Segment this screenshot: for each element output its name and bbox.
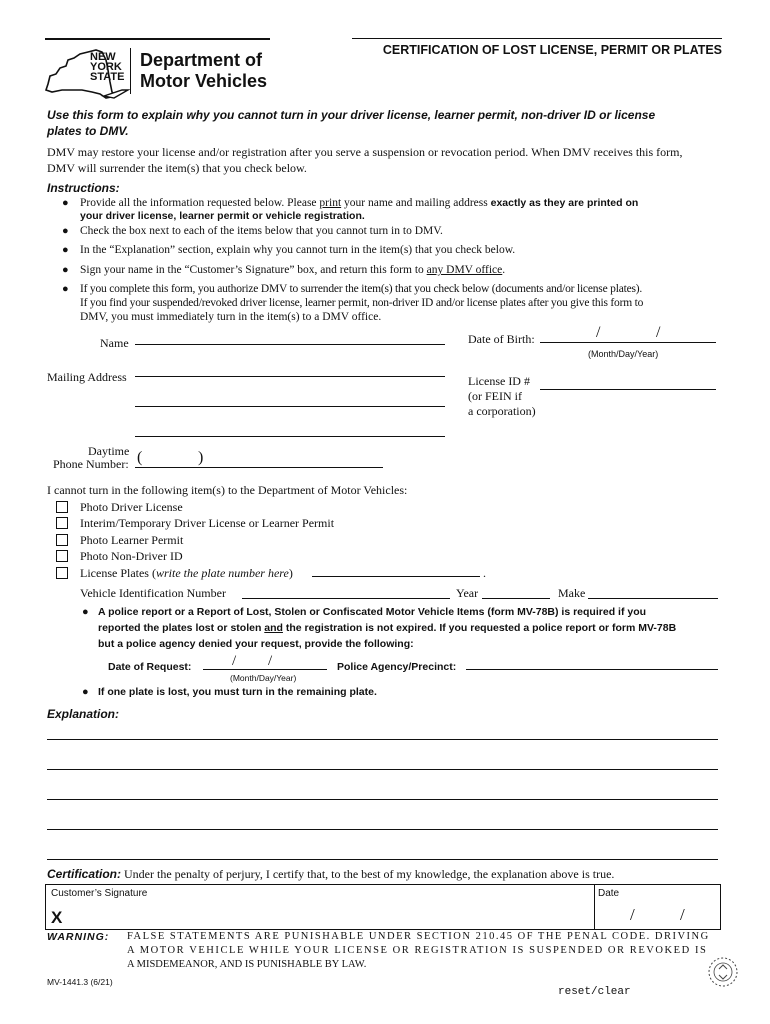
title-rule: [352, 38, 722, 39]
request-date-slash-2: /: [268, 653, 273, 669]
explanation-line-5[interactable]: [47, 859, 718, 860]
phone-label: Phone Number:: [53, 457, 129, 471]
certification-statement: [47, 867, 614, 881]
checkbox-photo-non-driver-id[interactable]: [56, 550, 68, 562]
logo-divider: [130, 48, 131, 94]
instruction-4: [80, 263, 505, 277]
checkbox-license-plates[interactable]: [56, 567, 68, 579]
any-dmv-office-link: any DMV office: [426, 264, 503, 276]
dept-line-1: Department of: [140, 50, 263, 70]
make-field[interactable]: [588, 598, 718, 599]
phone-field[interactable]: [135, 467, 383, 468]
plates-label-italic: write the plate number here: [155, 566, 289, 580]
dob-slash-1: /: [596, 324, 601, 341]
explanation-heading: Explanation:: [47, 707, 120, 721]
instruction-4-post: .: [502, 264, 506, 276]
mailing-address-field-3[interactable]: [135, 436, 445, 437]
dob-field[interactable]: [540, 342, 716, 343]
police-note-2-post: the registration is not expired. If you requested a police report or form MV-78B: [282, 622, 677, 634]
vin-label: Vehicle Identification Number: [80, 586, 226, 600]
instruction-5-line-3: DMV, you must immediately turn in the item(s) to a DMV office.: [80, 311, 382, 323]
mailing-address-field-1[interactable]: [135, 376, 445, 377]
one-plate-note: If one plate is lost, you must turn in the remaining plate.: [98, 686, 377, 698]
phone-paren-close: ): [198, 449, 204, 466]
instruction-3: In the “Explanation” section, explain why you cannot turn in the item(s) that you check below.: [80, 244, 516, 256]
recycle-seal-icon: [706, 955, 740, 989]
police-note-line-2: [98, 621, 676, 635]
date-box[interactable]: [594, 884, 721, 930]
bullet-icon: ●: [82, 686, 89, 698]
police-note-2-and: and: [264, 622, 283, 634]
plates-label-pre: License Plates (: [80, 566, 156, 580]
explanation-line-4[interactable]: [47, 829, 718, 830]
item-label-photo-non-driver-id: Photo Non-Driver ID: [80, 549, 183, 563]
signature-x-mark: X: [51, 908, 63, 927]
license-id-label: License ID #: [468, 374, 530, 388]
plates-label-post: ): [288, 566, 293, 580]
police-agency-label: Police Agency/Precinct:: [337, 661, 457, 673]
phone-paren-open: (: [137, 449, 143, 466]
state-wordmark: [90, 52, 124, 82]
item-label-photo-learner-permit: Photo Learner Permit: [80, 533, 184, 547]
intro-para-1: DMV may restore your license and/or registration after you serve a suspension or revocation period. When DMV receives this form,: [47, 145, 683, 159]
instruction-1-line-2: your driver license, learner permit or vehicle registration.: [80, 210, 365, 222]
state-word-york: YORK: [90, 61, 122, 73]
state-word-new: NEW: [90, 51, 116, 63]
instruction-1-line-1: [80, 196, 638, 210]
police-note-line-3: but a police agency denied your request, provide the following:: [98, 638, 414, 650]
year-label: Year: [456, 586, 479, 600]
license-id-field[interactable]: [540, 389, 716, 390]
police-agency-field[interactable]: [466, 669, 718, 670]
request-date-slash-1: /: [232, 653, 237, 669]
date-label: Date: [598, 888, 620, 899]
date-slash-1: /: [630, 905, 635, 924]
vin-field[interactable]: [242, 598, 450, 599]
form-id: MV-1441.3 (6/21): [47, 977, 113, 987]
instruction-1-bold-1: exactly as they are printed on: [490, 197, 639, 209]
warning-label: WARNING:: [47, 931, 110, 943]
explanation-line-1[interactable]: [47, 739, 718, 740]
items-intro: I cannot turn in the following item(s) to the Department of Motor Vehicles:: [47, 483, 408, 497]
state-word-state: STATE: [90, 71, 125, 83]
name-label: Name: [100, 336, 129, 350]
instruction-2: Check the box next to each of the items below that you cannot turn in to DMV.: [80, 225, 443, 237]
warning-line-1: FALSE STATEMENTS ARE PUNISHABLE UNDER SECTION 210.45 OF THE PENAL CODE. DRIVING: [127, 931, 710, 942]
mailing-address-label: Mailing Address: [47, 370, 127, 384]
instruction-4-pre: Sign your name in the “Customer’s Signature” box, and return this form to: [80, 264, 427, 276]
intro-lead-2: plates to DMV.: [47, 124, 129, 138]
top-rule: [45, 38, 270, 40]
bullet-icon: ●: [82, 606, 89, 618]
dept-line-2: Motor Vehicles: [140, 71, 268, 91]
form-title: CERTIFICATION OF LOST LICENSE, PERMIT OR PLATES: [382, 43, 722, 57]
daytime-label: Daytime: [88, 444, 130, 458]
instruction-5-line-2: If you find your suspended/revoked driver license, learner permit, non-driver ID and/or license plates after you give this form to: [80, 297, 644, 309]
police-note-2-pre: reported the plates lost or stolen: [98, 622, 265, 634]
plate-number-field[interactable]: [312, 576, 480, 577]
item-label-interim-license: Interim/Temporary Driver License or Learner Permit: [80, 516, 335, 530]
dob-slash-2: /: [656, 324, 661, 341]
police-note-line-1: A police report or a Report of Lost, Stolen or Confiscated Motor Vehicle Items (form MV-78B) is required if you: [98, 606, 647, 618]
department-name: [140, 50, 267, 92]
name-field[interactable]: [135, 344, 445, 345]
checkbox-interim-license[interactable]: [56, 517, 68, 529]
dob-format-hint: (Month/Day/Year): [588, 349, 659, 359]
warning-line-3: A MISDEMEANOR, AND IS PUNISHABLE BY LAW.: [127, 959, 367, 970]
make-label: Make: [558, 586, 586, 600]
bullet-icon: ●: [62, 283, 69, 295]
item-label-license-plates: [80, 566, 293, 580]
intro-lead-1: Use this form to explain why you cannot turn in your driver license, learner permit, non-driver ID or license: [47, 108, 656, 122]
certification-text: Under the penalty of perjury, I certify that, to the best of my knowledge, the explanation above is true.: [124, 867, 615, 881]
plates-period: .: [483, 566, 486, 580]
request-date-format-hint: (Month/Day/Year): [230, 673, 297, 683]
bullet-icon: ●: [62, 264, 69, 276]
mailing-address-field-2[interactable]: [135, 406, 445, 407]
reset-clear-button[interactable]: reset/clear: [558, 986, 631, 998]
instruction-1-pre: Provide all the information requested below. Please: [80, 197, 320, 209]
signature-label: Customer’s Signature: [51, 888, 148, 899]
year-field[interactable]: [482, 598, 550, 599]
bullet-icon: ●: [62, 225, 69, 237]
checkbox-photo-learner-permit[interactable]: [56, 534, 68, 546]
explanation-line-3[interactable]: [47, 799, 718, 800]
request-date-label: Date of Request:: [108, 661, 192, 673]
signature-box[interactable]: [45, 884, 595, 930]
instruction-1-mid: your name and mailing address: [341, 197, 491, 209]
instructions-heading: Instructions:: [47, 181, 120, 195]
intro-para-2: DMV will surrender the item(s) that you check below.: [47, 161, 307, 175]
warning-line-2: A MOTOR VEHICLE WHILE YOUR LICENSE OR REGISTRATION IS SUSPENDED OR REVOKED IS: [127, 945, 708, 956]
checkbox-photo-driver-license[interactable]: [56, 501, 68, 513]
date-slash-2: /: [680, 905, 685, 924]
certification-heading: Certification:: [47, 867, 122, 881]
request-date-field[interactable]: [203, 669, 327, 670]
item-label-photo-driver-license: Photo Driver License: [80, 500, 183, 514]
instruction-1-print: print: [319, 197, 342, 209]
dob-label: Date of Birth:: [468, 332, 535, 346]
bullet-icon: ●: [62, 197, 69, 209]
license-corp-label: a corporation): [468, 404, 536, 418]
explanation-line-2[interactable]: [47, 769, 718, 770]
bullet-icon: ●: [62, 244, 69, 256]
license-fein-label: (or FEIN if: [468, 389, 522, 403]
instruction-5-line-1: If you complete this form, you authorize DMV to surrender the item(s) that you check below (documents and/or license plates).: [80, 283, 643, 295]
